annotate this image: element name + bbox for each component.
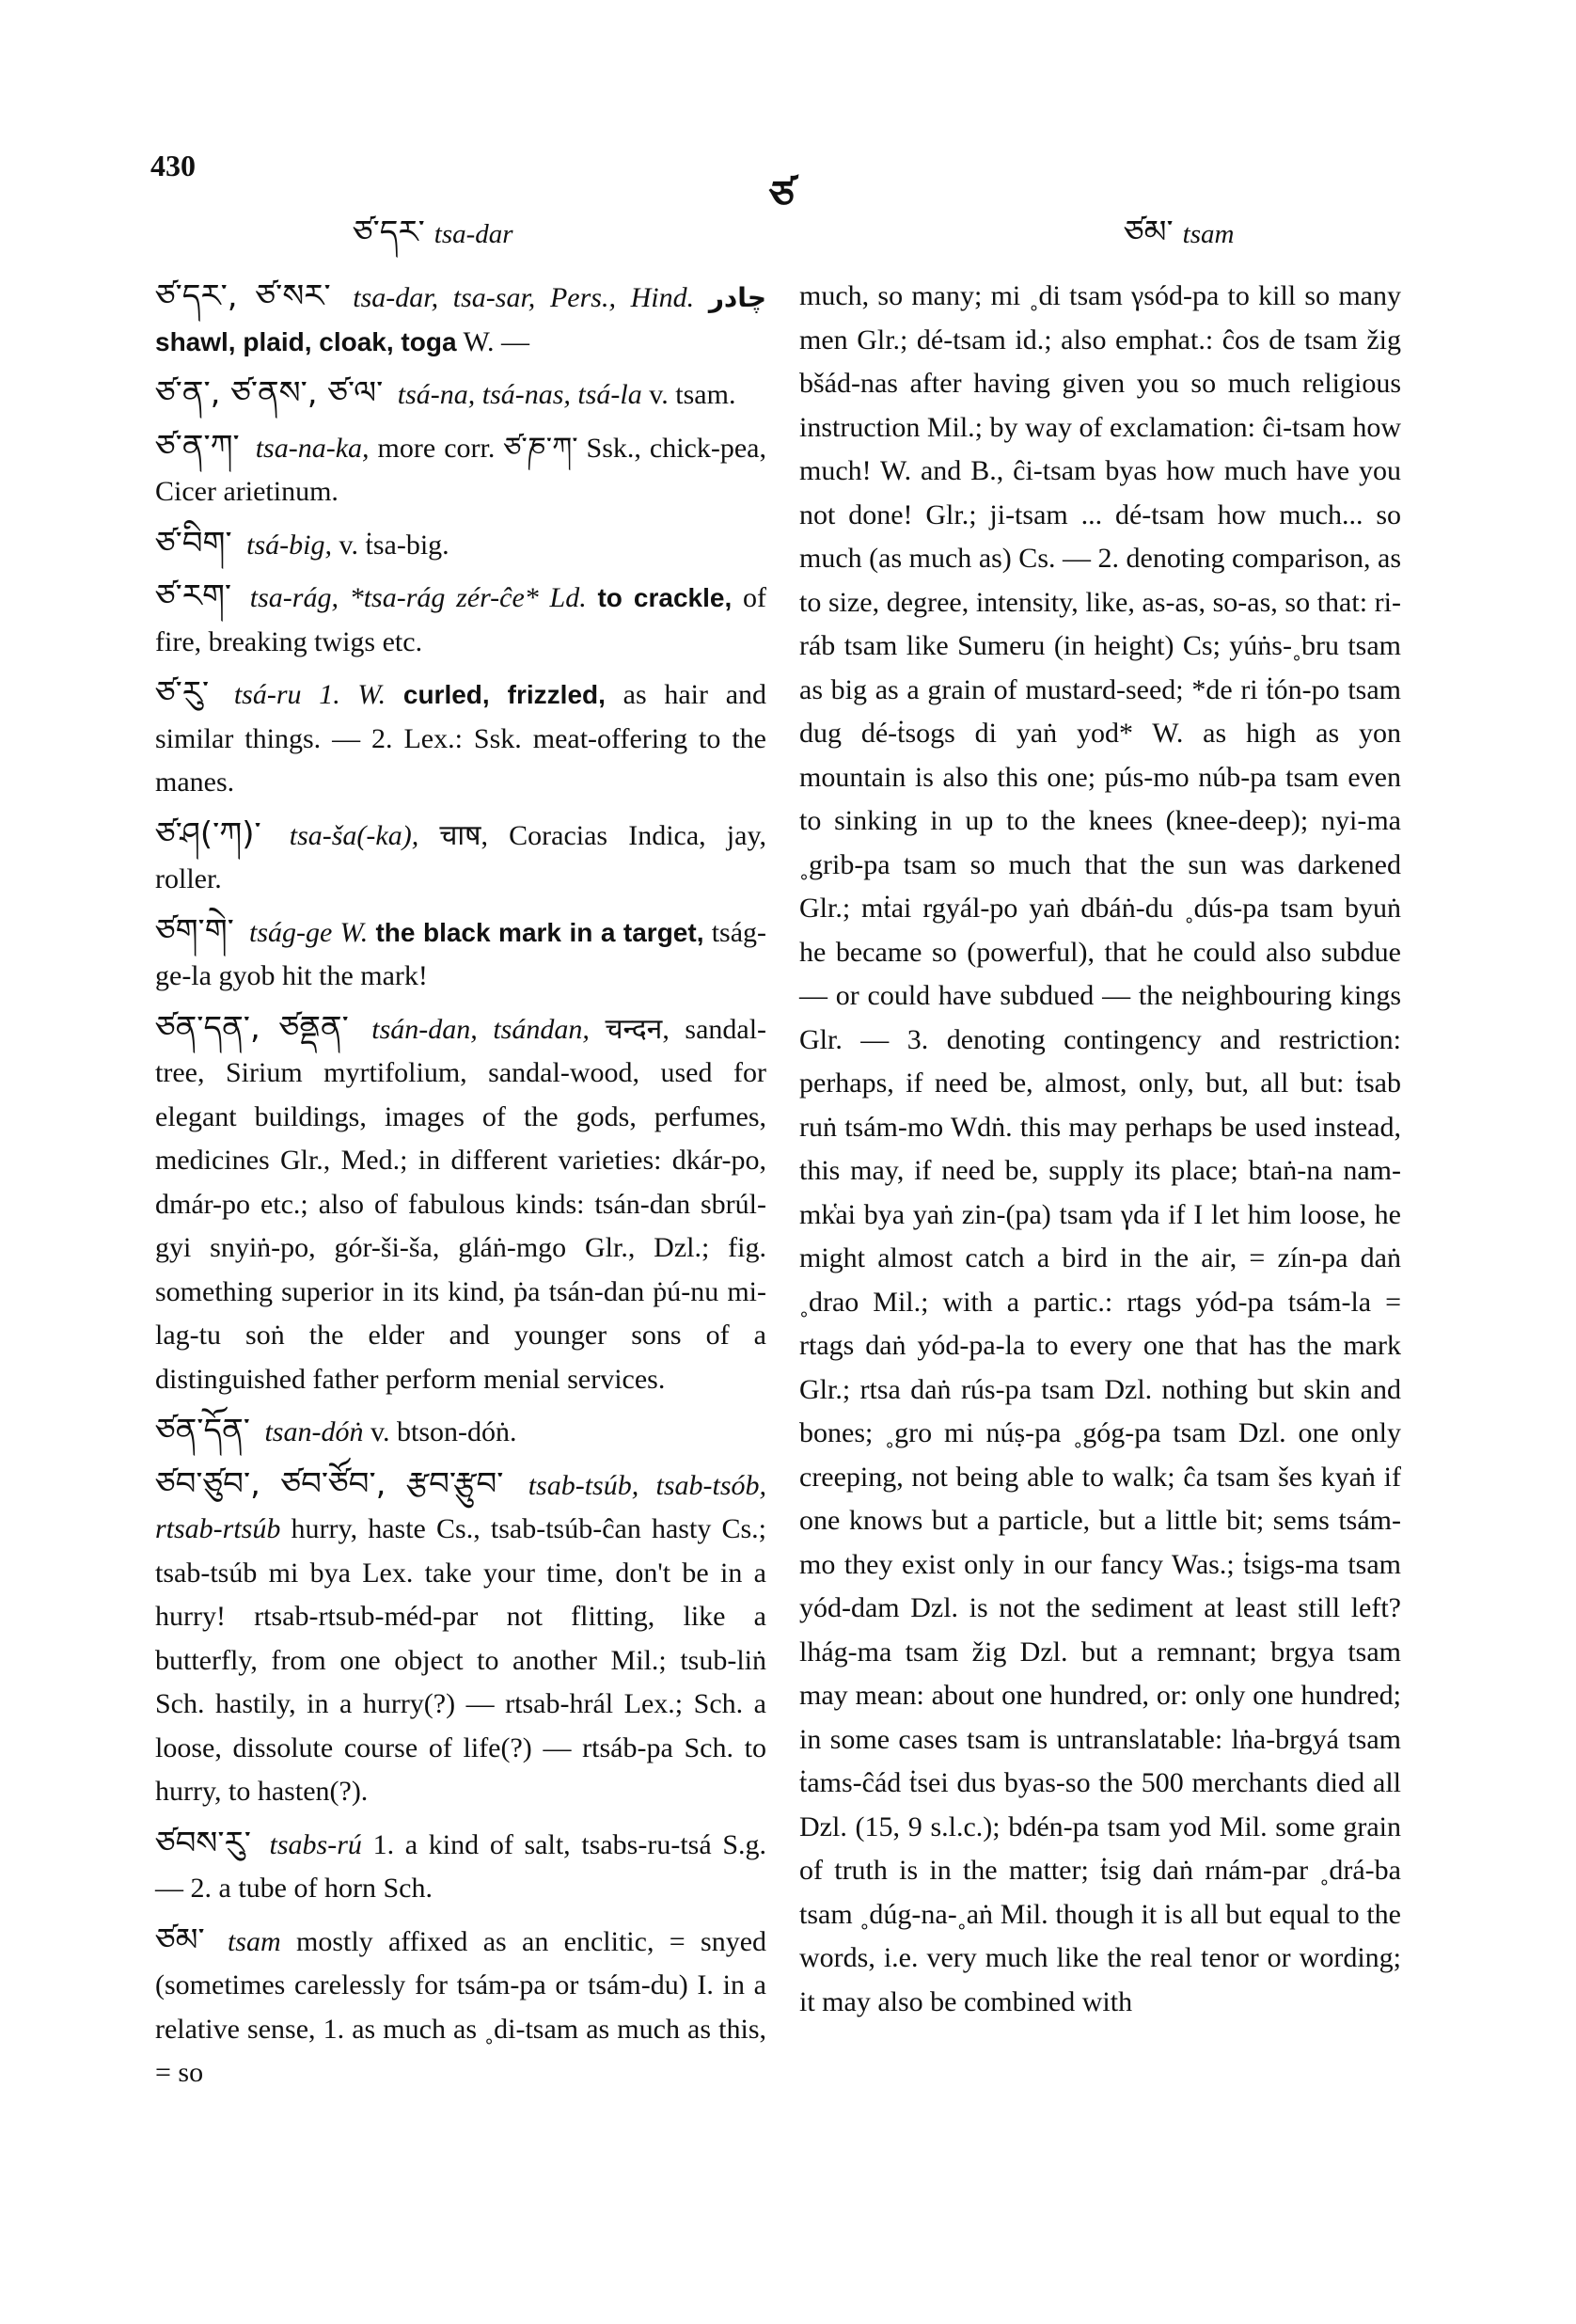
headword-translit: tsá-ru 1. W. [233, 679, 386, 710]
definition: v. tsam. [649, 379, 736, 410]
headword-tibetan: ཙག་གེ་ [155, 911, 234, 950]
headword-tibetan: ཙ་དར་, ཙ་སར་ [155, 277, 331, 315]
dictionary-entry [155, 1006, 766, 1402]
left-column [155, 275, 766, 2103]
definition: of fire, breaking twigs etc. [155, 582, 767, 657]
headword-tibetan: ཙ་བིག་ [155, 524, 232, 562]
headword-tibetan: ཙ་ན་ཀ་ [155, 427, 240, 466]
dictionary-entry [155, 275, 766, 364]
definition: more corr. ཙ་ཎ་ཀ་ Ssk., chick-pea, Cicer arietinum. [155, 432, 766, 507]
running-head-right [1124, 196, 1234, 286]
gloss: curled, frizzled, [402, 680, 606, 709]
definition: 1. a kind of salt, tsabs-ru-tsá S.g. — 2. a tube of horn Sch. [155, 1828, 767, 1904]
gloss: the black mark in a target, [375, 917, 704, 947]
page-number: 430 [150, 149, 196, 182]
headword-translit: tsán-dan, tsándan, [371, 1013, 590, 1045]
dictionary-entry [155, 425, 766, 514]
definition: चाष, Coracias Indica, jay, roller. [155, 819, 766, 894]
definition: tság-ge-la gyob hit the mark! [155, 916, 767, 991]
headword-translit: tsá-big, [246, 529, 332, 561]
headword-translit: tsá-na, tsá-nas, tsá-la [397, 379, 642, 410]
dictionary-entry [155, 1462, 766, 1814]
definition: mostly affixed as an enclitic, = snyed (sometimes carelessly for tsám-pa or tsám-du) I. in a relative sense, 1. as much as ˳di-tsam as much as this, = so [155, 1925, 767, 2088]
definition: चन्दन, sandal-tree, Sirium myrtifolium, sandal-wood, used for elegant buildings, images of the gods, perfumes, medicines Glr., Med.; in different varieties: dkár-po, dmár-po etc.; also of fabulous kinds: tsán-dan sbrúl-gyi snyiṅ-po, gór-ši-ša, gláṅ-mgo Glr., Dzl.; fig. something superior in its kind, ṗa tsán-dan ṗú-nu mi-lag-tu soṅ the elder and younger sons of a distinguished father perform menial services. [155, 1013, 767, 1395]
headword-tibetan: ཙན་དན་, ཙནྡན་ [155, 1008, 349, 1047]
headword-translit: tsam [227, 1925, 281, 1957]
definition: W. — [463, 325, 530, 357]
dictionary-entry [155, 1409, 766, 1455]
definition: hurry, haste Cs., tsab-tsúb-ĉan hasty Cs.; tsab-tsúb mi bya Lex. take your time, don't be in a hurry! rtsab-rtsub-méd-par not flitting, like a butterfly, from one object to another Mil.; tsub-liṅ Sch. hastily, in a hurry(?) — rtsab-hrál Lex.; Sch. a loose, dissolute course of life(?) — rtsáb-pa Sch. to hurry, to hasten(?). [155, 1513, 766, 1807]
headword-translit: tsa-rág, *tsa-rág zér-ĉe* Ld. [249, 582, 587, 613]
running-head-left-tibetan: ཙ་དར་ [353, 213, 425, 251]
gloss: to crackle, [597, 583, 733, 612]
dictionary-entry [155, 372, 766, 418]
running-head-left [353, 196, 513, 286]
dictionary-entry [155, 813, 766, 902]
dictionary-entry [155, 1919, 766, 2095]
running-head-right-tibetan: ཙམ་ [1124, 213, 1174, 251]
headword-tibetan: ཙ་ན་, ཙ་ནས་, ཙ་ལ་ [155, 374, 384, 412]
headword-tibetan: ཙ་རུ་ [155, 674, 210, 712]
headword-translit: tsab-tsúb, tsab-tsób, rtsab-rtsúb [155, 1469, 767, 1544]
headword-translit: tsan-dóṅ [264, 1416, 364, 1447]
dictionary-entry [155, 672, 766, 805]
header-letter: ཙ [769, 175, 795, 218]
headword-translit: tság-ge W. [249, 916, 369, 948]
headword-translit: tsa-ša(-ka), [289, 819, 419, 851]
right-column-text: much, so many; mi ˳di tsam γsód-pa to kill so many men Glr.; dé-tsam id.; also emphat.: ĉos de tsam žig bšád-nas after having given you so much religious instruction Mil.; by way of exclamation: ĉi-tsam how much! W. and B., ĉi-tsam byas how much have you not done! Glr.; ji-tsam ... dé-tsam how much... so much (as much as) Cs. — 2. denoting comparison, as to size, degree, intensity, like, as-as, so-as, so that: ri-ráb tsam like Sumeru (in height) Cs; yúṅs-˳bru tsam as big as a grain of mustard-seed; *de ri ṫón-po tsam dug dé-ṫsogs di yaṅ yod* W. as high as yon mountain is also this one; pús-mo núb-pa tsam even to sinking in up to the knees (knee-deep); nyi-ma ˳grib-pa tsam so much that the sun was darkened Glr.; mṫai rgyál-po yaṅ dbáṅ-du ˳dús-pa tsam byuṅ he became so (powerful), that he could also subdue — or could have subdued — the neighbouring kings Glr. — 3. denoting contingency and restriction: perhaps, if need be, almost, only, but, all but: ṫsab ruṅ tsám-mo Wdṅ. this may perhaps be used instead, this may, if need be, supply its place; btaṅ-na nam-mk̔ai bya yaṅ zin-(pa) tsam γda if I let him loose, he might almost catch a bird in the air, = zín-pa daṅ ˳drao Mil.; with a partic.: rtags yód-pa tsám-la = rtags daṅ yód-pa-la to every one that has the mark Glr.; rtsa daṅ rús-pa tsam Dzl. nothing but skin and bones; ˳gro mi núṣ-pa ˳góg-pa tsam Dzl. one only creeping, not being able to walk; ĉa tsam šes kyaṅ if one knows but a particle, but a little bit; sems tsám-mo they exist only in our fancy Was.; ṫsigs-ma tsam yód-dam Dzl. is not the sediment at least still left? lhág-ma tsam žig Dzl. but a remnant; brgya tsam may mean: about one hundred, or: only one hundred; in some cases tsam is untranslatable: lṅa-brgyá tsam ṫams-ĉád ṫsei dus byas-so the 500 merchants died all Dzl. (15, 9 s.l.c.); bdén-pa tsam yod Mil. some grain of truth is in the matter; ṫsig daṅ rnám-par ˳drá-ba tsam ˳dúg-na-˳aṅ Mil. though it is all but equal to the words, i.e. very much like the real tenor or wording; it may also be combined with [799, 280, 1401, 2017]
running-head-right-translit: tsam [1182, 219, 1235, 249]
gloss: چادر shawl, plaid, cloak, toga [155, 283, 766, 356]
headword-tibetan: ཙ་རག་ [155, 577, 232, 615]
running-head-left-translit: tsa-dar [433, 219, 513, 249]
headword-translit: tsa-dar, tsa-sar, Pers., Hind. [353, 282, 695, 313]
right-column [799, 275, 1401, 2024]
definition: as hair and similar things. — 2. Lex.: Ssk. meat-offering to the manes. [155, 679, 767, 798]
headword-tibetan: ཙན་དོན་ [155, 1412, 250, 1449]
dictionary-entry [155, 522, 766, 568]
headword-tibetan: ཙམ་ [155, 1921, 205, 1959]
headword-tibetan: ཙ་ཤ(་ཀ)་ [155, 814, 261, 853]
headword-translit: tsabs-rú [269, 1828, 362, 1860]
dictionary-entry [155, 1822, 766, 1911]
headword-tibetan: ཙབ་ཙུབ་, ཙབ་ཙོབ་, རྩབ་རྩུབ་ [155, 1464, 504, 1503]
dictionary-entry [155, 909, 766, 999]
definition: v. ṫsa-big. [339, 529, 449, 561]
dictionary-entry [155, 575, 766, 664]
headword-tibetan: ཙབས་རུ་ [155, 1824, 251, 1862]
definition: v. btson-dóṅ. [370, 1416, 517, 1447]
headword-translit: tsa-na-ka, [255, 432, 370, 464]
